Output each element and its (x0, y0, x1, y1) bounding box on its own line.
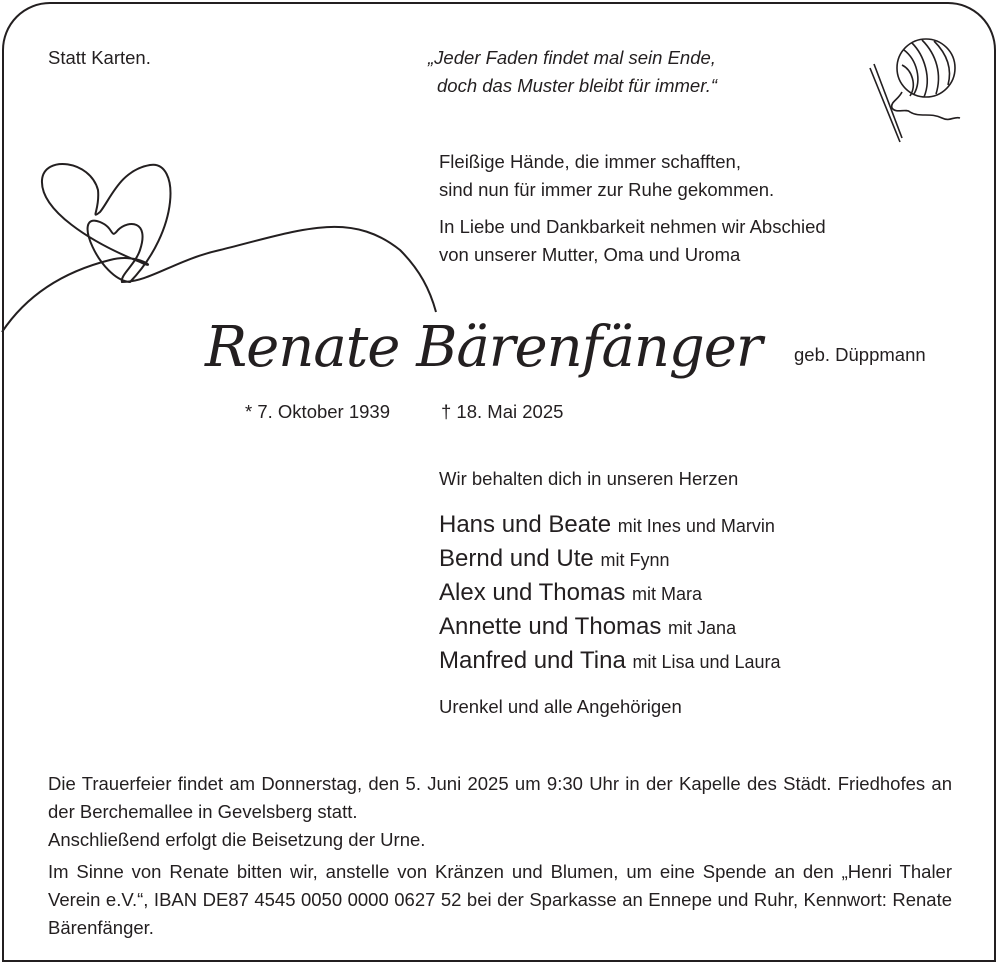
verse-line-3: In Liebe und Dankbarkeit nehmen wir Abschied (439, 216, 826, 237)
deceased-name: Renate Bärenfänger (205, 315, 762, 380)
family-main: Alex und Thomas (439, 579, 626, 606)
family-entry (439, 644, 781, 679)
family-main: Hans und Beate (439, 511, 612, 538)
birth-date: * 7. Oktober 1939 (245, 401, 391, 422)
family-entry (439, 508, 775, 543)
family-entry (439, 542, 669, 577)
verse-line-4: von unserer Mutter, Oma und Uroma (439, 244, 741, 265)
yarn-ball-icon (862, 30, 977, 145)
family-with: mit Fynn (600, 550, 670, 570)
quote-line-1: „Jeder Faden findet mal sein Ende, (428, 47, 716, 68)
family-main: Manfred und Tina (439, 647, 626, 674)
verse-line-1: Fleißige Hände, die immer schafften, (439, 151, 741, 172)
urn-info: Anschließend erfolgt die Beisetzung der Urne. (48, 829, 426, 850)
maiden-name: geb. Düppmann (794, 344, 926, 365)
heart-thread-decoration (0, 150, 450, 340)
family-main: Annette und Thomas (439, 613, 662, 640)
family-with: mit Ines und Marvin (617, 516, 775, 536)
statt-karten: Statt Karten. (48, 47, 151, 68)
family-entry (439, 576, 702, 611)
donation-info: Im Sinne von Renate bitten wir, anstelle von Kränzen und Blumen, um eine Spende an den „Henri Thaler Verein e.V.“, IBAN DE87 4545 0050 0000 0627 52 bei der Sparkasse an Ennepe und Ruhr, Kennwort: Renate Bärenfänger. (48, 861, 952, 938)
quote-line-2: doch das Muster bleibt für immer.“ (437, 75, 717, 96)
funeral-info: Die Trauerfeier findet am Donnerstag, den 5. Juni 2025 um 9:30 Uhr in der Kapelle des Städt. Friedhofes an der Berchemallee in Gevelsberg statt. (48, 773, 952, 822)
family-with: mit Jana (668, 618, 737, 638)
family-main: Bernd und Ute (439, 545, 594, 572)
family-entry (439, 610, 736, 645)
family-with: mit Mara (632, 584, 703, 604)
death-date: † 18. Mai 2025 (441, 401, 564, 422)
mourners-outro: Urenkel und alle Angehörigen (439, 696, 682, 717)
family-with: mit Lisa und Laura (632, 652, 781, 672)
verse-line-2: sind nun für immer zur Ruhe gekommen. (439, 179, 775, 200)
mourners-intro: Wir behalten dich in unseren Herzen (439, 468, 739, 489)
